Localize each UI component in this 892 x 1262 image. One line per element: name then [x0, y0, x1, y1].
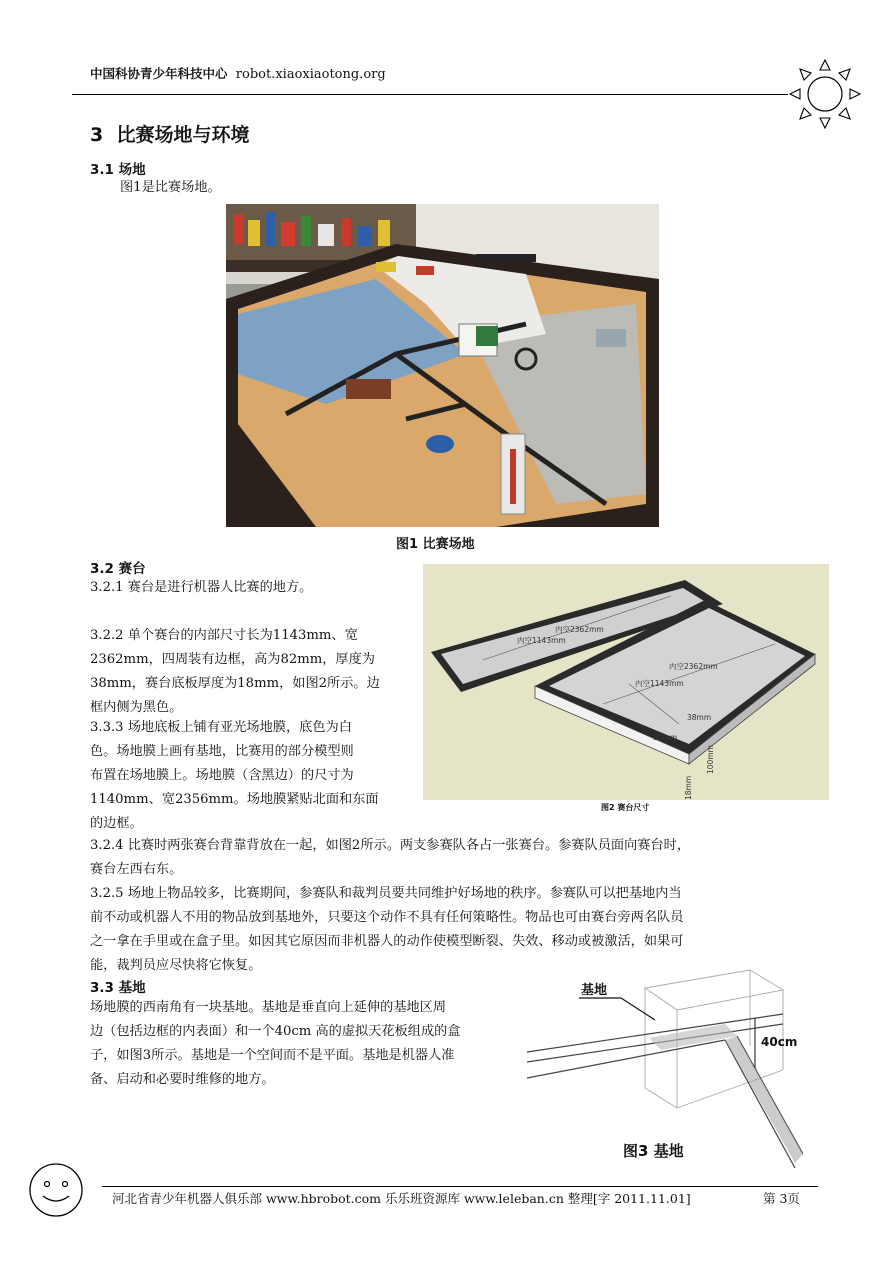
figure-2-caption-text: 图2 赛台尺寸 — [601, 803, 650, 812]
header-org: 中国科协青少年科技中心 — [90, 66, 228, 81]
p-3-2-4 — [90, 834, 810, 882]
header — [90, 64, 386, 82]
fig3-label-base: 基地 — [581, 983, 608, 998]
text-line: 之一拿在手里或在盒子里。如因其它原因而非机器人的动作使模型断裂、失效、移动或被激活，如果可 — [90, 934, 684, 949]
text-line: 3.3.3 场地底板上铺有亚光场地膜，底色为白 — [90, 720, 352, 735]
fig2-label-wid-a: 内空1143mm — [517, 636, 566, 645]
fig2-label-38b: 38mm — [653, 733, 678, 742]
smiley-icon — [27, 1162, 85, 1218]
figure-3-base-diagram — [525, 958, 803, 1168]
fig2-label-len-b: 内空2362mm — [669, 662, 718, 671]
fig3-label-40cm: 40cm — [761, 1035, 798, 1049]
text-line: 边（包括边框的内表面）和一个40cm 高的虚拟天花板组成的盒 — [90, 1024, 461, 1039]
footer-rule — [102, 1186, 818, 1187]
text-line: 能，裁判员应尽快将它恢复。 — [90, 958, 262, 973]
text-line: 框内侧为黑色。 — [90, 700, 183, 715]
fig2-label-100: 100mm — [706, 745, 715, 774]
figure-1-field-photo — [226, 204, 659, 527]
footer-text: 河北省青少年机器人俱乐部 www.hbrobot.com 乐乐班资源库 www.leleban.cn 整理[字 2011.11.01] — [112, 1191, 691, 1206]
heading-3-2: 3.2 赛台 — [90, 561, 146, 577]
s31-intro: 图1是比赛场地。 — [120, 180, 221, 195]
text-line: 备、启动和必要时维修的地方。 — [90, 1072, 275, 1087]
fig2-label-38a: 38mm — [687, 713, 712, 722]
heading-3-3: 3.3 基地 — [90, 980, 146, 996]
p-3-2-2 — [90, 624, 380, 720]
heading-3-1: 3.1 场地 — [90, 162, 146, 178]
text-line: 38mm，赛台底板厚度为18mm，如图2所示。边 — [90, 676, 380, 691]
text-line: 3.2.5 场地上物品较多，比赛期间，参赛队和裁判员要共同维护好场地的秩序。参赛队可以把基地内当 — [90, 886, 682, 901]
text-line: 赛台左西右东。 — [90, 862, 183, 877]
fig2-label-len-a: 内空2362mm — [555, 625, 604, 634]
header-site: robot.xiaoxiaotong.org — [235, 67, 386, 82]
text-line: 色。场地膜上画有基地，比赛用的部分模型则 — [90, 744, 354, 759]
text-line: 布置在场地膜上。场地膜（含黑边）的尺寸为 — [90, 768, 354, 783]
sun-icon — [786, 56, 864, 132]
section-title: 3 比赛场地与环境 — [90, 124, 250, 146]
text-line: 3.2.4 比赛时两张赛台背靠背放在一起，如图2所示。两支参赛队各占一张赛台。参赛队员面向赛台时， — [90, 838, 691, 853]
figure-2-table-diagram — [423, 564, 829, 800]
p-3-3 — [90, 996, 461, 1092]
text-line: 1140mm、宽2356mm。场地膜紧贴北面和东面 — [90, 792, 379, 807]
text-line: 2362mm，四周装有边框，高为82mm，厚度为 — [90, 652, 375, 667]
figure-3-caption: 图3 基地 — [623, 1142, 684, 1160]
p-3-2-1: 3.2.1 赛台是进行机器人比赛的地方。 — [90, 580, 313, 595]
text-line: 子，如图3所示。基地是一个空间而不是平面。基地是机器人准 — [90, 1048, 455, 1063]
text-line: 场地膜的西南角有一块基地。基地是垂直向上延伸的基地区周 — [90, 1000, 447, 1015]
fig2-label-18: 18mm — [684, 775, 693, 800]
fig2-label-wid-b: 内空1143mm — [635, 679, 684, 688]
header-rule — [72, 94, 788, 95]
text-line: 前不动或机器人不用的物品放到基地外，只要这个动作不具有任何策略性。物品也可由赛台旁两名队员 — [90, 910, 684, 925]
text-line: 3.2.2 单个赛台的内部尺寸长为1143mm、宽 — [90, 628, 358, 643]
figure-1-caption: 图1 比赛场地 — [396, 537, 475, 552]
p-3-3-3 — [90, 716, 379, 836]
text-line: 的边框。 — [90, 816, 143, 831]
page-number: 第 3页 — [763, 1191, 800, 1206]
